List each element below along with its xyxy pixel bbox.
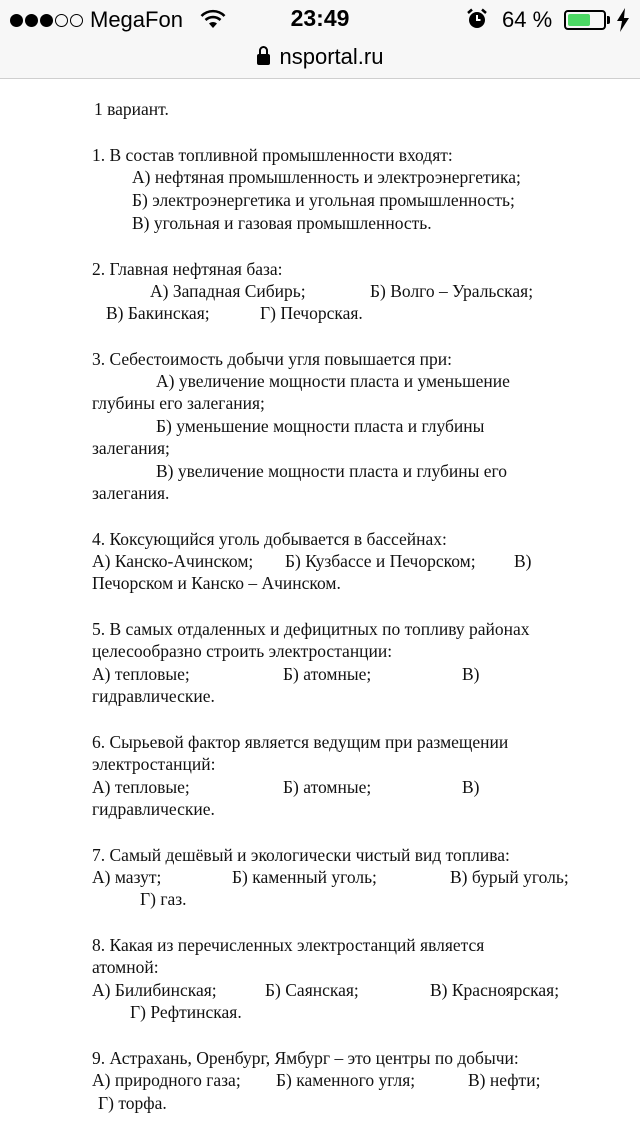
question-8-title-cont: атомной: <box>92 957 159 977</box>
question-2-title: 2. Главная нефтяная база: <box>92 259 283 279</box>
question-2-option-b: Б) Волго – Уральская; <box>370 281 534 301</box>
url-text[interactable]: nsportal.ru <box>279 44 384 69</box>
question-4-option-a: А) Канско-Ачинском; <box>92 551 254 571</box>
question-7-option-c: В) бурый уголь; <box>450 867 569 887</box>
browser-url-bar[interactable] <box>0 40 640 79</box>
question-8-option-a: А) Билибинская; <box>92 980 217 1000</box>
question-7-option-b: Б) каменный уголь; <box>232 867 377 887</box>
question-5-option-a: А) тепловые; <box>92 664 190 684</box>
question-9-option-c: В) нефти; <box>468 1070 541 1090</box>
question-9-option-d: Г) торфа. <box>98 1093 167 1113</box>
question-5-option-c-cont: гидравлические. <box>92 686 215 706</box>
question-5-title-cont: целесообразно строить электростанции: <box>92 641 393 661</box>
question-6-option-a: А) тепловые; <box>92 777 190 797</box>
question-3-option-a-cont: глубины его залегания; <box>92 393 265 413</box>
question-8-option-d: Г) Рефтинская. <box>130 1002 242 1022</box>
question-4-option-b: Б) Кузбассе и Печорском; <box>285 551 476 571</box>
variant-heading: 1 вариант. <box>94 99 169 119</box>
question-5-option-c: В) <box>462 664 480 684</box>
question-6-title: 6. Сырьевой фактор является ведущим при размещении <box>92 732 509 752</box>
status-bar <box>0 0 640 40</box>
battery-percent: 64 % <box>502 7 553 32</box>
question-3-option-c-cont: залегания. <box>92 483 170 503</box>
battery-level <box>568 14 590 26</box>
question-6-option-c: В) <box>462 777 480 797</box>
question-3-option-b: Б) уменьшение мощности пласта и глубины <box>156 416 485 436</box>
question-4-option-c-cont: Печорском и Канско – Ачинском. <box>92 573 341 593</box>
charging-icon <box>616 8 630 32</box>
question-6-title-cont: электростанций: <box>92 754 216 774</box>
question-5-option-b: Б) атомные; <box>283 664 372 684</box>
question-1-title: 1. В состав топливной промышленности входят: <box>92 145 453 165</box>
question-5-title: 5. В самых отдаленных и дефицитных по топливу районах <box>92 619 530 639</box>
alarm-clock-icon <box>466 8 488 30</box>
question-3-option-c: В) увеличение мощности пласта и глубины его <box>156 461 508 481</box>
document-content <box>0 78 640 1136</box>
question-2-option-a: А) Западная Сибирь; <box>150 281 306 301</box>
question-1-option-c: В) угольная и газовая промышленность. <box>132 213 432 233</box>
battery-tip <box>607 16 610 24</box>
question-4-title: 4. Коксующийся уголь добывается в бассейнах: <box>92 529 447 549</box>
battery-icon <box>564 10 606 30</box>
question-7-option-a: А) мазут; <box>92 867 162 887</box>
lock-icon <box>257 54 270 65</box>
question-8-option-b: Б) Саянская; <box>265 980 359 1000</box>
question-3-title: 3. Себестоимость добычи угля повышается при: <box>92 349 452 369</box>
question-3-option-b-cont: залегания; <box>92 438 170 458</box>
question-3-option-a: А) увеличение мощности пласта и уменьшение <box>156 371 510 391</box>
question-7-option-d: Г) газ. <box>140 889 187 909</box>
question-8-title: 8. Какая из перечисленных электростанций является <box>92 935 485 955</box>
question-9-option-b: Б) каменного угля; <box>276 1070 416 1090</box>
clock: 23:49 <box>290 5 350 31</box>
question-4-option-c: В) <box>514 551 532 571</box>
question-7-title: 7. Самый дешёвый и экологически чистый вид топлива: <box>92 845 510 865</box>
carrier-name: MegaFon <box>90 7 183 32</box>
question-9-option-a: А) природного газа; <box>92 1070 241 1090</box>
question-9-title: 9. Астрахань, Оренбург, Ямбург – это центры по добычи: <box>92 1048 519 1068</box>
question-1-option-b: Б) электроэнергетика и угольная промышленность; <box>132 190 515 210</box>
question-6-option-c-cont: гидравлические. <box>92 799 215 819</box>
question-6-option-b: Б) атомные; <box>283 777 372 797</box>
question-2-option-d: Г) Печорская. <box>260 303 363 323</box>
question-8-option-c: В) Красноярская; <box>430 980 560 1000</box>
question-2-option-c: В) Бакинская; <box>106 303 210 323</box>
question-1-option-a: А) нефтяная промышленность и электроэнергетика; <box>132 167 521 187</box>
